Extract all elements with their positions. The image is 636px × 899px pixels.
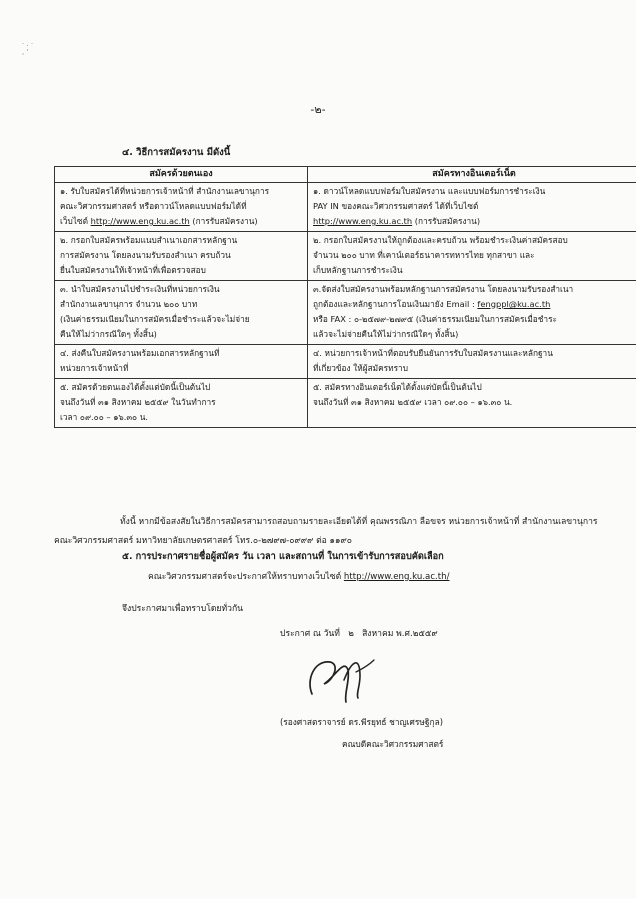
cell-text: ๔. ส่งคืนใบสมัครงานพร้อมเอกสารหลักฐานที่	[60, 348, 220, 358]
cell-text: แล้วจะไม่จ่ายคืนให้ไม่ว่ากรณีใดๆ ทั้งสิ้น)	[313, 329, 459, 339]
handwritten-signature	[300, 650, 390, 706]
cell-text: ๓.จัดส่งใบสมัครงานพร้อมหลักฐานการสมัครงาน โดยลงนามรับรองสำเนา	[313, 284, 574, 294]
cell-online	[308, 345, 636, 379]
signer-name: (รองศาสตราจารย์ ดร.พีรยุทธ์ ชาญเศรษฐิกุล)	[280, 717, 443, 727]
cell-in-person	[55, 232, 308, 281]
cell-text-after: (การรับสมัครงาน)	[412, 216, 481, 226]
section-5-body	[148, 569, 450, 583]
cell-line	[313, 395, 635, 410]
cell-text: เวลา ๐๙.๐๐ – ๑๖.๓๐ น.	[60, 412, 149, 422]
announce-prefix: ประกาศ ณ วันที่	[280, 629, 340, 639]
table-row	[55, 183, 636, 232]
section-5-heading: ๕. การประกาศรายชื่อผู้สมัคร วัน เวลา และสถานที่ ในการเข้ารับการสอบคัดเลือก	[122, 551, 444, 562]
cell-text: ๕. สมัครทางอินเตอร์เน็ตได้ตั้งแต่บัดนี้เป็นต้นไป	[313, 382, 482, 392]
cell-online	[308, 379, 636, 428]
column-header-in-person: สมัครด้วยตนเอง	[55, 167, 308, 183]
cell-text: เก็บหลักฐานการชำระเงิน	[313, 265, 403, 275]
section-4-heading: ๔. วิธีการสมัครงาน มีดังนี้	[122, 147, 231, 158]
cell-text: เว็บไซต์	[60, 216, 91, 226]
cell-online	[308, 281, 636, 345]
table-row	[55, 232, 636, 281]
scan-speck-marks: · . · , '	[22, 40, 34, 56]
cell-line	[60, 297, 302, 312]
announce-day: ๒	[348, 629, 354, 639]
cell-line	[313, 184, 635, 199]
cell-line	[313, 248, 635, 263]
contact-note: ทั้งนี้ หากมีข้อสงสัยในวิธีการสมัครสามารถสอบถามรายละเอียดได้ที่ คุณพรรณิภา ลือขจร หน่วยการเจ้าหน้าที่ สำนักงานเลขานุการ คณะวิศวกรรมศาสตร์ มหาวิทยาลัยเกษตรศาสตร์ โทร.๐-๒๗๙๗-๐๙๙๙ ต่อ ๑๑๙๐	[54, 517, 598, 546]
cell-text: ถูกต้องและหลักฐานการโอนเงินมายัง Email :	[313, 299, 478, 309]
cell-text: ๓. นำใบสมัครงานไปชำระเงินที่หน่วยการเงิน	[60, 284, 220, 294]
cell-text: คณะวิศวกรรมศาสตร์ หรือดาวน์โหลดแบบฟอร์มได้ที่	[60, 201, 247, 211]
cell-line	[60, 346, 302, 361]
cell-line	[313, 380, 635, 395]
cell-text: (เงินค่าธรรมเนียมในการสมัครเมื่อชำระแล้วจะไม่จ่าย	[60, 314, 250, 324]
section-5-text: คณะวิศวกรรมศาสตร์จะประกาศให้ทราบทางเว็บไซต์	[148, 572, 344, 582]
cell-text: ยื่นใบสมัครงานให้เจ้าหน้าที่เพื่อตรวจสอบ	[60, 265, 206, 275]
cell-line	[60, 410, 302, 425]
cell-line	[60, 327, 302, 342]
closing-statement: จึงประกาศมาเพื่อทราบโดยทั่วกัน	[122, 604, 244, 614]
cell-text: จนถึงวันที่ ๓๑ สิงหาคม ๒๕๕๙ ในวันทำการ	[60, 397, 216, 407]
cell-line	[60, 233, 302, 248]
cell-online	[308, 232, 636, 281]
cell-link[interactable]: http://www.eng.ku.ac.th	[313, 216, 413, 226]
column-header-online: สมัครทางอินเตอร์เน็ต	[308, 167, 636, 183]
cell-text: ๒. กรอกใบสมัครพร้อมแนบสำเนาเอกสารหลักฐาน	[60, 235, 238, 245]
cell-in-person	[55, 183, 308, 232]
cell-line	[313, 361, 635, 376]
cell-line	[60, 312, 302, 327]
cell-text: จำนวน ๒๐๐ บาท ที่เคาน์เตอร์ธนาคารทหารไทย ทุกสาขา และ	[313, 250, 535, 260]
table-row	[55, 345, 636, 379]
cell-text: หรือ FAX : ๐-๒๕๗๙-๒๗๙๕ (เงินค่าธรรมเนียมในการสมัครเมื่อชำระ	[313, 314, 557, 324]
cell-line	[60, 361, 302, 376]
table-header-row	[55, 167, 636, 183]
application-methods-table	[54, 166, 636, 428]
cell-line	[60, 248, 302, 263]
page-number: -๒-	[310, 103, 326, 116]
cell-in-person	[55, 345, 308, 379]
cell-text: ที่เกี่ยวข้อง ให้ผู้สมัครทราบ	[313, 363, 408, 373]
cell-line	[60, 263, 302, 278]
cell-text: การสมัครงาน โดยลงนามรับรองสำเนา ครบถ้วน	[60, 250, 231, 260]
cell-line	[313, 263, 635, 278]
cell-line	[313, 327, 635, 342]
table-row	[55, 379, 636, 428]
cell-text: จนถึงวันที่ ๓๑ สิงหาคม ๒๕๕๙ เวลา ๐๙.๐๐ – ๑๖.๓๐ น.	[313, 397, 513, 407]
cell-text: ๑. ดาวน์โหลดแบบฟอร์มใบสมัครงาน และแบบฟอร์มการชำระเงิน	[313, 186, 546, 196]
cell-text: คืนให้ไม่ว่ากรณีใดๆ ทั้งสิ้น)	[60, 329, 157, 339]
cell-text: ๑. รับใบสมัครได้ที่หน่วยการเจ้าหน้าที่ สำนักงานเลขานุการ	[60, 186, 270, 196]
announce-month-year: สิงหาคม พ.ศ.๒๕๕๙	[362, 629, 438, 639]
cell-line	[313, 282, 635, 297]
cell-in-person	[55, 281, 308, 345]
cell-in-person	[55, 379, 308, 428]
cell-text: PAY IN ของคณะวิศวกรรมศาสตร์ ได้ที่เว็บไซต์	[313, 201, 479, 211]
cell-link[interactable]: fengppl@ku.ac.th	[477, 299, 551, 309]
cell-line	[313, 214, 635, 229]
cell-text: ๒. กรอกใบสมัครงานให้ถูกต้องและครบถ้วน พร้อมชำระเงินค่าสมัครสอบ	[313, 235, 568, 245]
cell-text: สำนักงานเลขานุการ จำนวน ๒๐๐ บาท	[60, 299, 198, 309]
cell-line	[313, 233, 635, 248]
cell-online	[308, 183, 636, 232]
cell-line	[60, 282, 302, 297]
cell-line	[60, 184, 302, 199]
cell-text: ๕. สมัครด้วยตนเองได้ตั้งแต่บัดนี้เป็นต้นไป	[60, 382, 211, 392]
cell-line	[60, 380, 302, 395]
section-5-website-link[interactable]: http://www.eng.ku.ac.th/	[343, 572, 450, 582]
cell-text: ๔. หน่วยการเจ้าหน้าที่ตอบรับยืนยันการรับใบสมัครงานและหลักฐาน	[313, 348, 553, 358]
cell-line	[313, 199, 635, 214]
cell-line	[313, 297, 635, 312]
cell-text-after: (การรับสมัครงาน)	[189, 216, 258, 226]
cell-text: หน่วยการเจ้าหน้าที่	[60, 363, 129, 373]
table-row	[55, 281, 636, 345]
cell-line	[60, 395, 302, 410]
announcement-date	[280, 626, 438, 640]
cell-line	[313, 346, 635, 361]
cell-line	[60, 214, 302, 229]
cell-link[interactable]: http://www.eng.ku.ac.th	[90, 216, 190, 226]
cell-line	[313, 312, 635, 327]
signer-title: คณบดีคณะวิศวกรรมศาสตร์	[342, 739, 444, 749]
cell-line	[60, 199, 302, 214]
